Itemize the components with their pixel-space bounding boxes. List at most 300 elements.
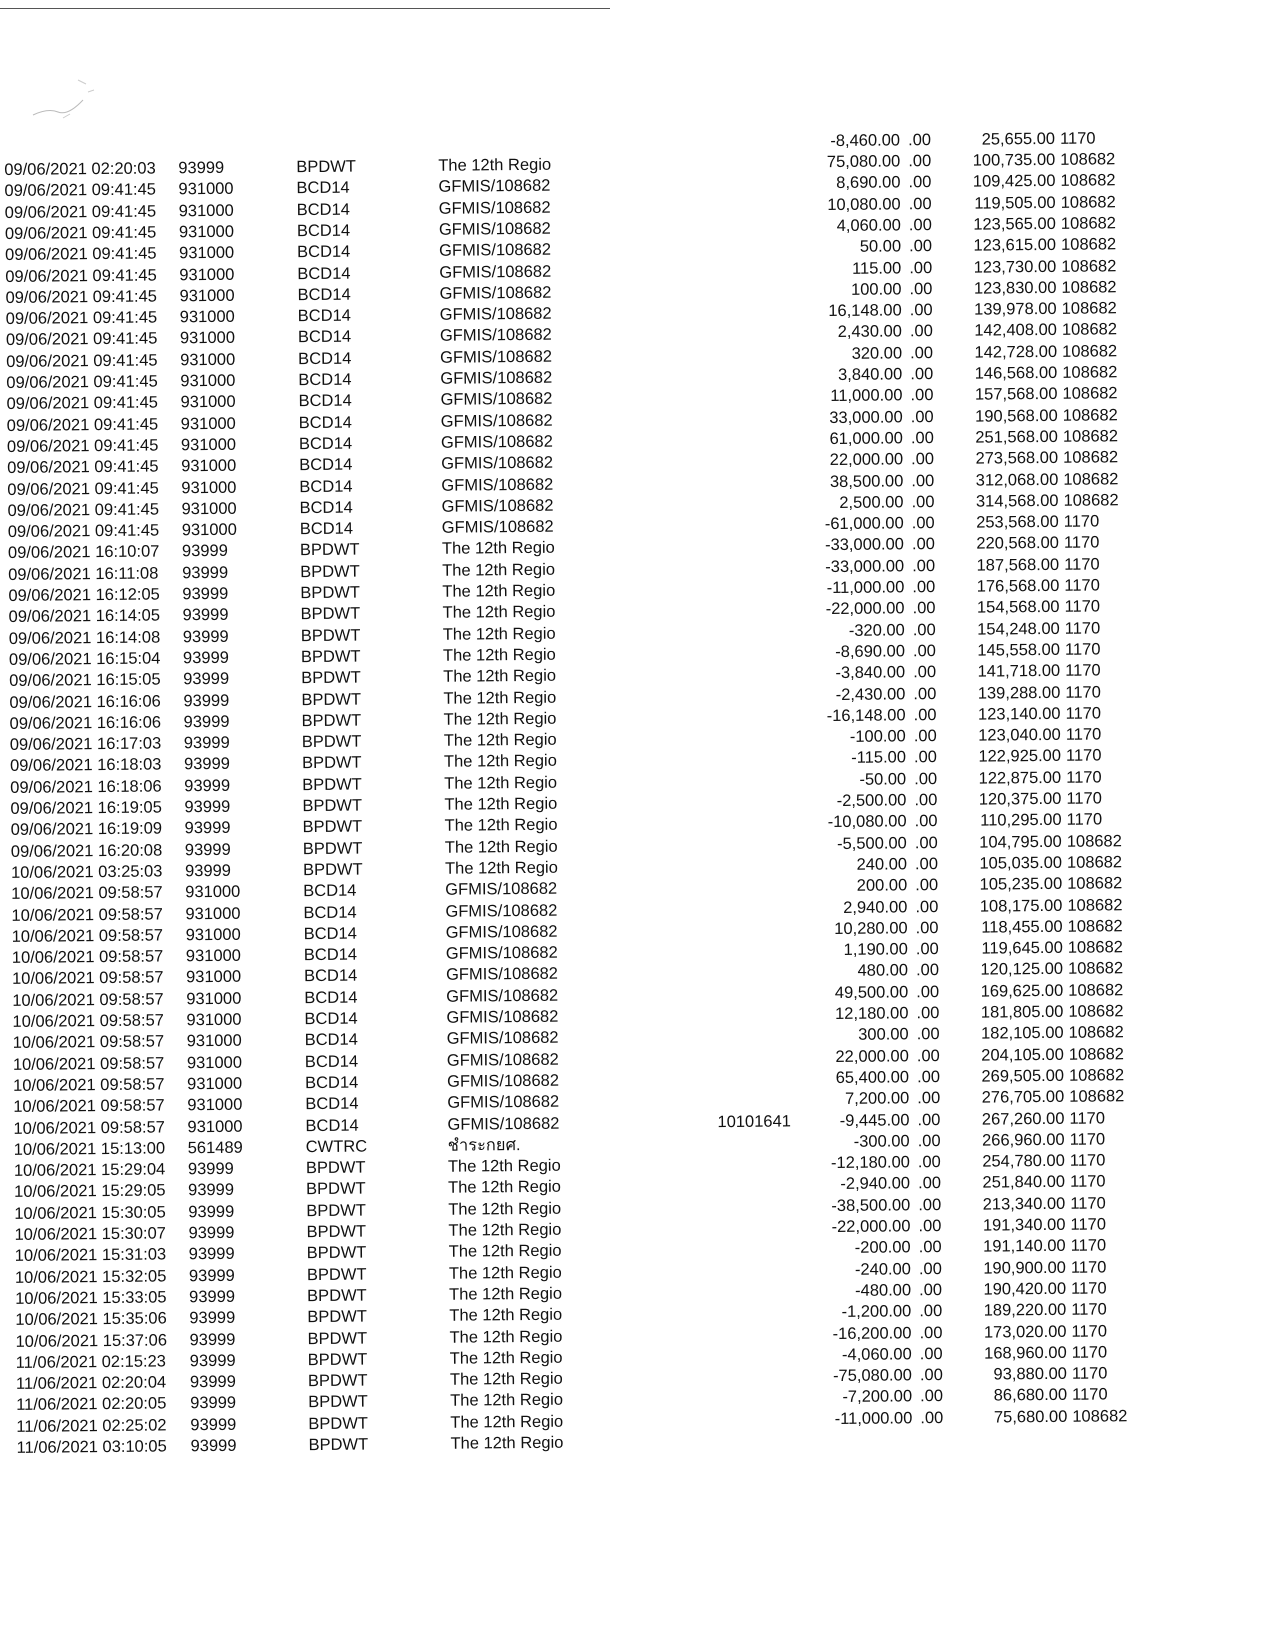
amount: 38,500.00 [829,471,904,491]
balance: 104,795.00 [979,832,1062,852]
description: GFMIS/108682 [446,1071,560,1091]
account-code: 108682 [1062,405,1118,425]
zero-column: .00 [912,556,936,575]
account-code: 1170 [1065,704,1102,723]
transaction-date: 10/06/2021 15:29:04 [13,1160,166,1181]
balance: 109,425.00 [972,172,1056,191]
amount: -5,500.00 [836,833,907,853]
description: GFMIS/108682 [445,901,558,921]
transaction-date: 09/06/2021 09:41:45 [7,478,159,499]
teller-code: 931000 [180,435,237,455]
description: The 12th Regio [442,645,556,665]
description: The 12th Regio [448,1220,562,1240]
transaction-type: BPDWT [300,626,361,645]
description: The 12th Regio [442,581,556,601]
amount: 10,280.00 [834,919,908,938]
teller-code: 93999 [188,1181,235,1200]
account-code: 1170 [1069,1151,1106,1170]
zero-column: .00 [916,1004,940,1023]
amount: -50.00 [859,770,907,789]
zero-column: .00 [914,812,938,831]
account-code: 108682 [1061,278,1117,297]
account-code: 108682 [1067,959,1124,979]
description: GFMIS/108682 [441,517,554,537]
teller-code: 931000 [180,414,236,433]
account-code: 1170 [1069,1130,1106,1149]
transaction-type: BPDWT [307,1371,368,1391]
account-code: 1170 [1069,1172,1106,1192]
transaction-type: BCD14 [305,1116,359,1135]
amount: 240.00 [856,855,908,874]
description: The 12th Regio [448,1263,562,1283]
zero-column: .00 [911,514,935,533]
transaction-type: BCD14 [297,306,352,326]
zero-column: .00 [917,1174,942,1193]
zero-column: .00 [909,301,933,320]
teller-code: 93999 [188,1266,235,1285]
account-code: 108682 [1068,1044,1124,1064]
teller-code: 931000 [187,1117,243,1136]
account-code: 1170 [1065,682,1101,702]
transaction-type: BPDWT [307,1307,368,1327]
zero-column: .00 [910,365,934,384]
transaction-type: BPDWT [302,839,363,858]
transaction-date: 10/06/2021 09:58:57 [13,1096,165,1117]
teller-code: 93999 [183,712,230,732]
transaction-type: BPDWT [299,540,360,560]
account-code: 108682 [1067,938,1123,957]
amount: 16,148.00 [828,301,902,321]
description: GFMIS/108682 [439,240,552,260]
transaction-type: BPDWT [302,817,363,837]
transaction-date: 09/06/2021 16:10:07 [7,542,160,563]
description: The 12th Regio [441,539,555,559]
transaction-type: BPDWT [307,1329,368,1348]
description: GFMIS/108682 [440,368,553,388]
transaction-type: BCD14 [296,200,350,219]
transaction-date: 09/06/2021 09:41:45 [7,500,160,520]
transaction-date: 10/06/2021 15:35:06 [15,1309,167,1330]
zero-column: .00 [912,620,936,639]
amount: 300.00 [858,1025,909,1045]
balance: 267,260.00 [981,1109,1065,1129]
transaction-date: 09/06/2021 16:19:09 [10,819,163,840]
zero-column: .00 [914,769,938,788]
amount: 75,080.00 [826,152,901,172]
description: The 12th Regio [443,666,557,686]
balance: 190,420.00 [983,1279,1067,1299]
amount: 2,500.00 [839,493,904,512]
description: GFMIS/108682 [446,1050,559,1070]
transaction-date: 11/06/2021 03:10:05 [16,1437,167,1457]
balance: 251,568.00 [975,427,1059,447]
transaction-date: 09/06/2021 09:41:45 [4,202,157,222]
teller-code: 931000 [178,201,234,220]
transaction-date: 09/06/2021 02:20:03 [4,159,156,179]
amount: 65,400.00 [835,1068,910,1087]
balance: 266,960.00 [981,1130,1065,1150]
zero-column: .00 [914,791,938,810]
balance: 86,680.00 [993,1386,1068,1405]
description: The 12th Regio [449,1327,563,1347]
balance: 176,568.00 [976,576,1060,596]
transaction-type: BPDWT [308,1414,369,1433]
teller-code: 931000 [186,1053,243,1072]
zero-column: .00 [911,471,935,490]
description: The 12th Regio [448,1199,562,1219]
account-code: 1170 [1064,576,1100,595]
balance: 110,295.00 [980,811,1062,830]
account-code: 108682 [1062,384,1118,404]
description: The 12th Regio [443,752,557,772]
teller-code: 93999 [182,627,229,646]
transaction-date: 09/06/2021 09:41:45 [5,329,158,350]
teller-code: 93999 [189,1330,236,1349]
account-code: 108682 [1068,1066,1125,1085]
zero-column: .00 [909,279,933,299]
transaction-type: BCD14 [297,328,352,347]
zero-column: .00 [911,535,935,554]
transaction-date: 09/06/2021 16:19:05 [10,798,162,818]
amount: 10,080.00 [827,194,901,214]
transaction-type: BCD14 [303,903,357,922]
balance: 169,625.00 [980,981,1064,1001]
description: GFMIS/108682 [441,475,554,495]
account-code: 108682 [1060,171,1116,191]
transaction-date: 10/06/2021 09:58:57 [11,883,163,904]
zero-column: .00 [918,1238,942,1257]
transaction-type: BCD14 [304,988,358,1007]
account-code: 108682 [1067,917,1123,936]
teller-code: 931000 [185,904,241,923]
account-code: 108682 [1068,1002,1124,1021]
account-code: 1170 [1071,1364,1108,1383]
zero-column: .00 [917,1153,941,1172]
zero-column: .00 [917,1110,941,1129]
teller-code: 931000 [185,925,241,945]
transaction-date: 10/06/2021 15:29:05 [14,1181,166,1202]
description: The 12th Regio [450,1433,564,1453]
amount: 50.00 [859,237,902,256]
amount: 2,940.00 [843,897,908,917]
balance: 157,568.00 [974,385,1058,404]
teller-code: 93999 [182,648,229,668]
account-code: 108682 [1062,341,1118,361]
teller-code: 93999 [184,797,231,817]
amount: -8,690.00 [835,642,906,661]
account-code: 1170 [1066,768,1102,787]
account-code: 1170 [1064,555,1100,574]
transaction-date: 09/06/2021 16:18:06 [10,777,162,797]
description: GFMIS/108682 [440,432,553,452]
account-code: 1170 [1071,1321,1108,1341]
transaction-date: 10/06/2021 09:58:57 [12,1032,165,1053]
scan-top-border [0,8,610,9]
zero-column: .00 [911,492,935,512]
teller-code: 931000 [186,989,242,1008]
balance: 123,830.00 [973,278,1057,298]
account-code: 1170 [1066,789,1102,808]
teller-code: 93999 [182,563,229,582]
teller-code: 561489 [187,1138,243,1158]
transaction-date: 09/06/2021 16:15:05 [9,670,161,691]
transaction-date: 11/06/2021 02:20:04 [15,1373,167,1393]
transaction-type: BPDWT [305,1158,366,1178]
balance: 182,105.00 [980,1024,1064,1043]
transaction-type: BPDWT [300,647,361,667]
zero-column: .00 [913,705,937,725]
transaction-type: BCD14 [303,967,358,986]
teller-code: 93999 [178,158,225,178]
transaction-date: 10/06/2021 03:25:03 [10,862,163,882]
zero-column: .00 [908,173,932,192]
amount: 115.00 [851,258,902,278]
amount: 11,000.00 [830,386,903,406]
amount: 1,190.00 [843,940,908,960]
balance: 75,680.00 [993,1407,1068,1427]
transaction-type: BCD14 [303,945,358,965]
transaction-date: 09/06/2021 09:41:45 [7,457,159,478]
balance: 122,875.00 [978,768,1062,788]
transaction-type: BCD14 [298,434,353,454]
transaction-type: BPDWT [306,1222,367,1242]
amount: -22,000.00 [825,599,905,619]
amount: -320.00 [848,620,905,640]
amount: 33,000.00 [829,407,903,427]
transaction-type: BCD14 [299,498,353,517]
account-code: 108682 [1062,427,1119,446]
teller-code: 931000 [187,1095,243,1115]
zero-column: .00 [919,1302,943,1321]
amount: 22,000.00 [829,450,904,470]
zero-column: .00 [919,1344,943,1364]
transaction-type: BPDWT [306,1201,366,1220]
teller-code: 93999 [182,584,229,604]
balance: 251,840.00 [982,1173,1066,1193]
description: GFMIS/108682 [439,326,552,346]
zero-column: .00 [911,450,935,469]
transaction-type: BCD14 [298,413,353,432]
zero-column: .00 [912,578,936,597]
description: GFMIS/108682 [446,1028,559,1049]
balance: 191,340.00 [982,1215,1066,1235]
transaction-type: CWTRC [305,1137,368,1156]
transaction-type: BPDWT [301,753,362,773]
balance: 314,568.00 [975,491,1059,511]
amount: -2,500.00 [836,791,907,810]
transaction-date: 09/06/2021 09:41:45 [5,287,158,307]
account-code: 108682 [1063,491,1119,510]
transaction-date: 10/06/2021 15:33:05 [15,1288,167,1308]
transaction-date: 09/06/2021 16:12:05 [8,585,160,605]
transaction-type: BPDWT [301,732,362,752]
teller-code: 93999 [182,606,229,625]
transaction-type: BCD14 [304,1009,358,1029]
zero-column: .00 [918,1259,942,1278]
transaction-type: BCD14 [304,1052,359,1071]
balance: 139,288.00 [977,683,1061,703]
description: The 12th Regio [449,1348,563,1368]
transaction-date: 11/06/2021 02:20:05 [16,1394,167,1415]
transaction-date: 09/06/2021 16:14:05 [8,606,161,627]
transaction-type: BCD14 [299,455,353,475]
description: GFMIS/108682 [439,262,552,282]
transaction-type: BCD14 [297,242,351,262]
zero-column: .00 [913,663,937,682]
amount: -9,445.00 [839,1110,910,1130]
teller-code: 931000 [181,499,237,519]
transaction-date: 09/06/2021 16:17:03 [9,734,162,755]
transaction-type: BPDWT [306,1179,366,1199]
transaction-type: BPDWT [300,583,361,603]
amount: -2,940.00 [840,1174,911,1194]
transaction-type: BCD14 [298,370,352,390]
transaction-date: 10/06/2021 15:32:05 [14,1267,167,1287]
teller-code: 931000 [181,520,237,540]
zero-column: .00 [909,258,933,277]
amount: -100.00 [849,727,906,746]
account-code: 1170 [1071,1300,1107,1319]
transaction-type: BCD14 [305,1094,359,1114]
account-code: 108682 [1060,192,1116,212]
teller-code: 931000 [185,968,242,987]
teller-code: 931000 [179,307,235,327]
transaction-date: 09/06/2021 09:41:45 [5,308,158,329]
transaction-date: 10/06/2021 15:31:03 [14,1245,167,1266]
transaction-type: BPDWT [300,604,361,624]
description: The 12th Regio [450,1391,564,1411]
balance: 123,565.00 [973,214,1056,234]
account-code: 108682 [1061,320,1118,340]
account-code: 1170 [1064,597,1101,617]
description: GFMIS/108682 [438,198,551,218]
transaction-date: 09/06/2021 16:11:08 [8,564,159,584]
balance: 190,568.00 [975,406,1058,426]
teller-code: 931000 [181,456,237,476]
amount: -4,060.00 [841,1345,912,1364]
description: The 12th Regio [450,1412,564,1432]
zero-column: .00 [913,684,937,703]
balance: 154,248.00 [977,619,1060,639]
description: GFMIS/108682 [438,177,551,197]
teller-code: 93999 [183,733,230,753]
zero-column: .00 [916,1025,940,1044]
amount: 480.00 [857,961,909,981]
teller-code: 931000 [181,478,237,497]
transaction-date: 10/06/2021 15:30:05 [14,1203,166,1223]
account-code: 1170 [1059,129,1096,148]
scan-smudge-mark [28,70,108,130]
description: The 12th Regio [444,815,558,836]
description: The 12th Regio [443,730,557,750]
description: GFMIS/108682 [445,879,558,899]
teller-code: 93999 [190,1415,237,1434]
description: The 12th Regio [442,624,556,644]
transaction-type: BPDWT [306,1243,367,1263]
balance: 181,805.00 [980,1002,1064,1022]
account-code: 108682 [1072,1406,1128,1426]
teller-code: 93999 [189,1372,236,1392]
zero-column: .00 [912,641,936,661]
teller-code: 93999 [189,1287,236,1307]
transaction-type: BCD14 [298,391,352,411]
transaction-date: 09/06/2021 16:15:04 [8,649,161,669]
transaction-type: BCD14 [299,477,353,496]
zero-column: .00 [910,407,934,426]
amount: -22,000.00 [831,1217,911,1237]
balance: 139,978.00 [974,299,1057,319]
amount: -300.00 [853,1132,910,1151]
transaction-type: BPDWT [301,668,361,688]
transaction-date: 09/06/2021 09:41:45 [6,372,158,392]
description: GFMIS/108682 [441,453,554,473]
amount: 61,000.00 [829,429,904,448]
teller-code: 931000 [180,350,236,369]
zero-column: .00 [918,1217,942,1236]
account-code: 1170 [1063,533,1100,553]
balance: 190,900.00 [983,1258,1066,1278]
account-code: 108682 [1062,363,1118,382]
description: GFMIS/108682 [446,1007,559,1027]
transaction-type: BPDWT [308,1392,368,1412]
teller-code: 931000 [185,882,241,902]
transaction-date: 10/06/2021 15:30:07 [14,1224,167,1244]
transaction-date: 10/06/2021 09:58:57 [13,1117,165,1138]
transaction-type: BPDWT [302,775,362,794]
transaction-type: BCD14 [299,519,354,539]
amount: -75,080.00 [832,1366,913,1386]
transaction-date: 11/06/2021 02:25:02 [16,1416,167,1436]
amount: 2,430.00 [837,322,902,342]
amount: 12,180.00 [834,1004,909,1024]
teller-code: 93999 [189,1308,236,1328]
transaction-date: 09/06/2021 09:41:45 [6,436,159,456]
zero-column: .00 [909,322,933,341]
zero-column: .00 [908,215,932,235]
balance: 168,960.00 [984,1343,1067,1363]
transaction-date: 09/06/2021 16:20:08 [10,841,163,861]
balance: 142,728.00 [974,342,1058,362]
transaction-date: 09/06/2021 16:18:03 [9,755,162,776]
account-code: 1170 [1065,661,1101,680]
description: GFMIS/108682 [445,922,558,942]
description: The 12th Regio [444,837,558,857]
amount: 200.00 [856,876,908,895]
account-code: 1170 [1066,810,1103,830]
transaction-type: BCD14 [304,1073,359,1093]
account-code: 108682 [1061,299,1117,318]
balance: 187,568.00 [976,555,1060,575]
zero-column: .00 [916,982,940,1001]
zero-column: .00 [913,727,937,746]
account-code: 108682 [1069,1087,1125,1106]
description: The 12th Regio [442,602,556,623]
teller-code: 931000 [186,1032,242,1051]
balance: 273,568.00 [975,449,1059,468]
amount: 49,500.00 [834,983,909,1002]
account-code: 1170 [1070,1215,1107,1234]
account-code: 108682 [1068,980,1124,1000]
account-code: 1170 [1070,1194,1106,1213]
amount: -61,000.00 [824,514,904,534]
balance: 189,220.00 [983,1301,1067,1320]
zero-column: .00 [919,1366,943,1385]
account-code: 108682 [1060,235,1117,255]
transaction-date: 09/06/2021 09:41:45 [4,180,156,201]
transaction-type: BPDWT [306,1265,367,1284]
description: ชำระกยศ. [447,1135,521,1155]
description: The 12th Regio [442,560,556,580]
